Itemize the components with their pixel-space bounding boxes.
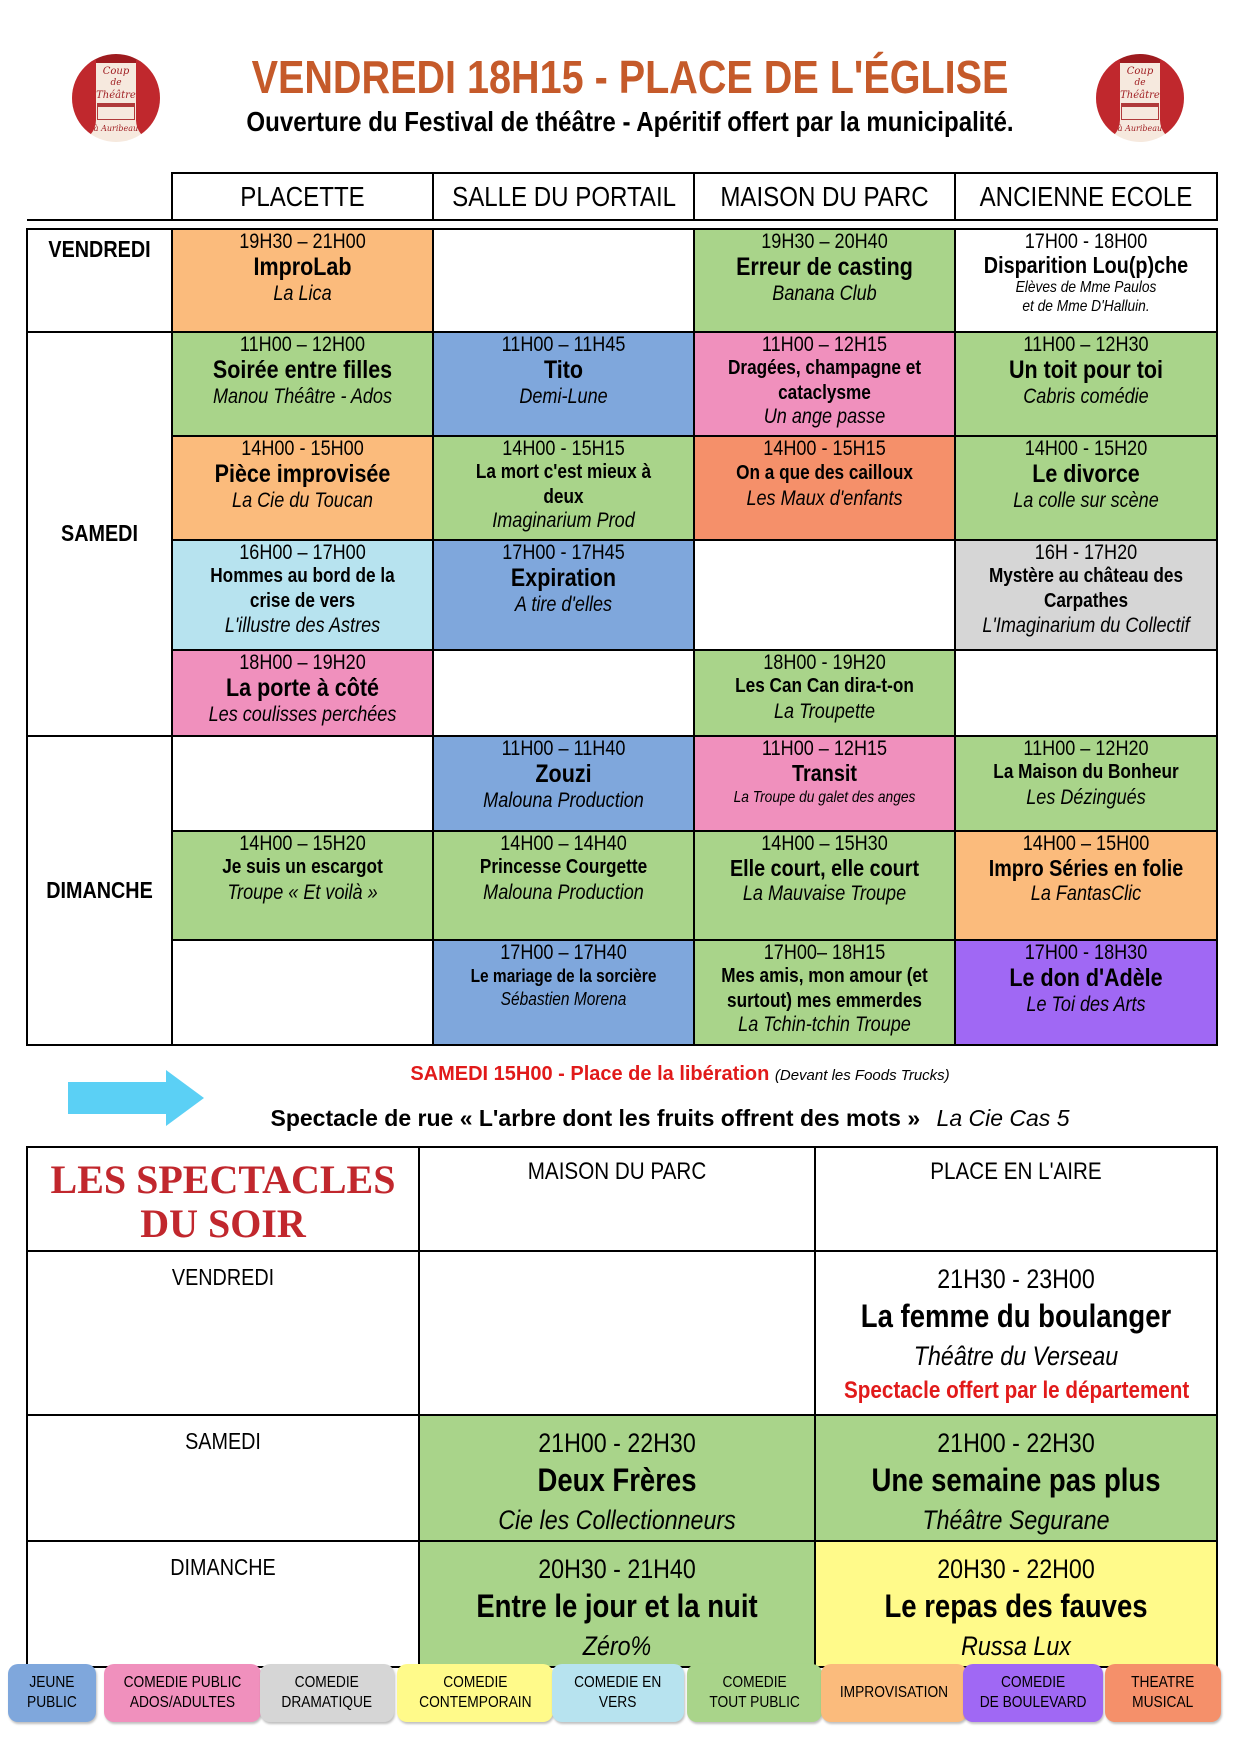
legend-item-comedie-en-vers: COMEDIE EN VERS <box>552 1664 684 1722</box>
show-cell: 11H00 – 12H30 Un toit pour toi Cabris comédie <box>955 332 1217 436</box>
legend-item-improvisation: IMPROVISATION <box>821 1664 967 1722</box>
legend-item-theatre-musical: THEATRE MUSICAL <box>1105 1664 1221 1722</box>
show-cell: 17H00 - 18H30 Le don d'Adèle Le Toi des Arts <box>955 940 1217 1045</box>
column-header: MAISON DU PARC <box>419 1147 815 1251</box>
legend-item-comedie-de-boulevard: COMEDIE DE BOULEVARD <box>963 1664 1103 1722</box>
show-cell: 14H00 – 15H00 Impro Séries en folie La FantasClic <box>955 831 1217 939</box>
day-label: SAMEDI <box>27 332 172 736</box>
show-cell: 21H00 - 22H30 Une semaine pas plus Théâtre Segurane <box>815 1415 1217 1541</box>
street-show-time-place: SAMEDI 15H00 - Place de la libération <box>410 1063 770 1085</box>
day-label: VENDREDI <box>27 229 172 332</box>
show-cell: 20H30 - 21H40 Entre le jour et la nuit Zéro% <box>419 1541 815 1667</box>
show-cell: 11H00 – 12H15 Dragées, champagne et cataclysme Un ange passe <box>694 332 955 436</box>
day-label: DIMANCHE <box>27 1541 419 1667</box>
logo-text: Coup <box>1126 66 1154 77</box>
evening-title-cell <box>27 1147 419 1251</box>
show-cell: 17H00 - 18H00 Disparition Lou(p)che Elèves de Mme Paulos et de Mme D'Halluin. <box>955 229 1217 332</box>
show-cell: 11H00 – 12H15 Transit La Troupe du galet des anges <box>694 736 955 832</box>
street-show-when <box>230 1062 1130 1088</box>
empty-cell <box>955 650 1217 736</box>
day-label: DIMANCHE <box>27 736 172 1045</box>
show-cell: 14H00 - 15H15 On a que des cailloux Les Maux d'enfants <box>694 436 955 540</box>
show-cell: 14H00 - 15H00 Pièce improvisée La Cie du Toucan <box>172 436 433 540</box>
column-header: ANCIENNE ECOLE <box>955 173 1217 220</box>
column-header: PLACE EN L'AIRE <box>815 1147 1217 1251</box>
show-cell: 11H00 – 11H40 Zouzi Malouna Production <box>433 736 694 832</box>
logo-text: à Auribeau <box>1117 124 1163 133</box>
show-cell: 14H00 – 15H20 Je suis un escargot Troupe « Et voilà » <box>172 831 433 939</box>
show-cell: 14H00 – 15H30 Elle court, elle court La Mauvaise Troupe <box>694 831 955 939</box>
show-cell: 14H00 - 15H20 Le divorce La colle sur scène <box>955 436 1217 540</box>
empty-cell <box>172 940 433 1045</box>
day-label: SAMEDI <box>27 1415 419 1541</box>
show-cell: 21H00 - 22H30 Deux Frères Cie les Collectionneurs <box>419 1415 815 1541</box>
show-cell: 11H00 – 11H45 Tito Demi-Lune <box>433 332 694 436</box>
show-cell: 17H00 - 17H45 Expiration A tire d'elles <box>433 540 694 650</box>
show-cell: 16H - 17H20 Mystère au château des Carpathes L'Imaginarium du Collectif <box>955 540 1217 650</box>
legend-item-comedie-tout-public: COMEDIE TOUT PUBLIC <box>687 1664 822 1722</box>
legend-item-comedie-contemporaine: COMEDIE CONTEMPORAIN <box>397 1664 553 1722</box>
empty-cell <box>419 1251 815 1415</box>
evening-title: LES SPECTACLES DU SOIR <box>50 1157 396 1246</box>
show-cell: 14H00 - 15H15 La mort c'est mieux à deux Imaginarium Prod <box>433 436 694 540</box>
empty-cell <box>694 540 955 650</box>
day-label: VENDREDI <box>27 1251 419 1415</box>
show-cell: 19H30 – 20H40 Erreur de casting Banana Club <box>694 229 955 332</box>
logo-text: à Auribeau <box>93 124 139 133</box>
show-cell: 16H00 – 17H00 Hommes au bord de la crise de vers L'illustre des Astres <box>172 540 433 650</box>
legend-item-comedie-dramatique: COMEDIE DRAMATIQUE <box>260 1664 394 1722</box>
logo-text: Coup <box>102 66 130 77</box>
street-show-note: (Devant les Foods Trucks) <box>774 1067 950 1084</box>
schedule-table <box>26 172 1218 1046</box>
show-cell: 21H30 - 23H00 La femme du boulanger Théâtre du Verseau Spectacle offert par le département <box>815 1251 1217 1415</box>
page-subtitle: Ouverture du Festival de théâtre - Apéritif offert par la municipalité. <box>246 106 1014 137</box>
legend-item-jeune-public: JEUNE PUBLIC <box>8 1664 96 1722</box>
legend-item-comedie-public-ados: COMEDIE PUBLIC ADOS/ADULTES <box>104 1664 261 1722</box>
logo-text: Théâtre <box>96 90 136 101</box>
show-cell: 17H00 – 17H40 Le mariage de la sorcière Sébastien Morena <box>433 940 694 1045</box>
empty-cell <box>433 650 694 736</box>
corner-cell <box>27 173 172 220</box>
show-cell: 14H00 – 14H40 Princesse Courgette Malouna Production <box>433 831 694 939</box>
show-cell: 20H30 - 22H00 Le repas des fauves Russa Lux <box>815 1541 1217 1667</box>
column-header: MAISON DU PARC <box>694 173 955 220</box>
evening-shows-table <box>26 1146 1218 1668</box>
logo-text: Théâtre <box>1120 90 1160 101</box>
logo-text: de <box>110 78 122 88</box>
show-cell: 11H00 – 12H00 Soirée entre filles Manou Théâtre - Ados <box>172 332 433 436</box>
right-arrow-icon <box>68 1070 202 1126</box>
show-cell: 11H00 – 12H20 La Maison du Bonheur Les Dézingués <box>955 736 1217 832</box>
show-cell: 19H30 – 21H00 ImproLab La Lica <box>172 229 433 332</box>
color-legend <box>8 1664 1232 1722</box>
show-cell: 18H00 - 19H20 Les Can Can dira-t-on La Troupette <box>694 650 955 736</box>
festival-logo-left <box>72 54 160 142</box>
column-header: SALLE DU PORTAIL <box>433 173 694 220</box>
page-title: VENDREDI 18H15 - PLACE DE L'ÉGLISE <box>251 51 1009 103</box>
street-show-line <box>200 1104 1140 1132</box>
show-cell: 18H00 – 19H20 La porte à côté Les coulisses perchées <box>172 650 433 736</box>
empty-cell <box>433 229 694 332</box>
column-header: PLACETTE <box>172 173 433 220</box>
logo-text: de <box>1134 78 1146 88</box>
street-show-troupe: La Cie Cas 5 <box>936 1105 1070 1131</box>
street-show-title: Spectacle de rue « L'arbre dont les fruits offrent des mots » <box>270 1105 921 1131</box>
show-cell: 17H00– 18H15 Mes amis, mon amour (et surtout) mes emmerdes La Tchin-tchin Troupe <box>694 940 955 1045</box>
empty-cell <box>172 736 433 832</box>
